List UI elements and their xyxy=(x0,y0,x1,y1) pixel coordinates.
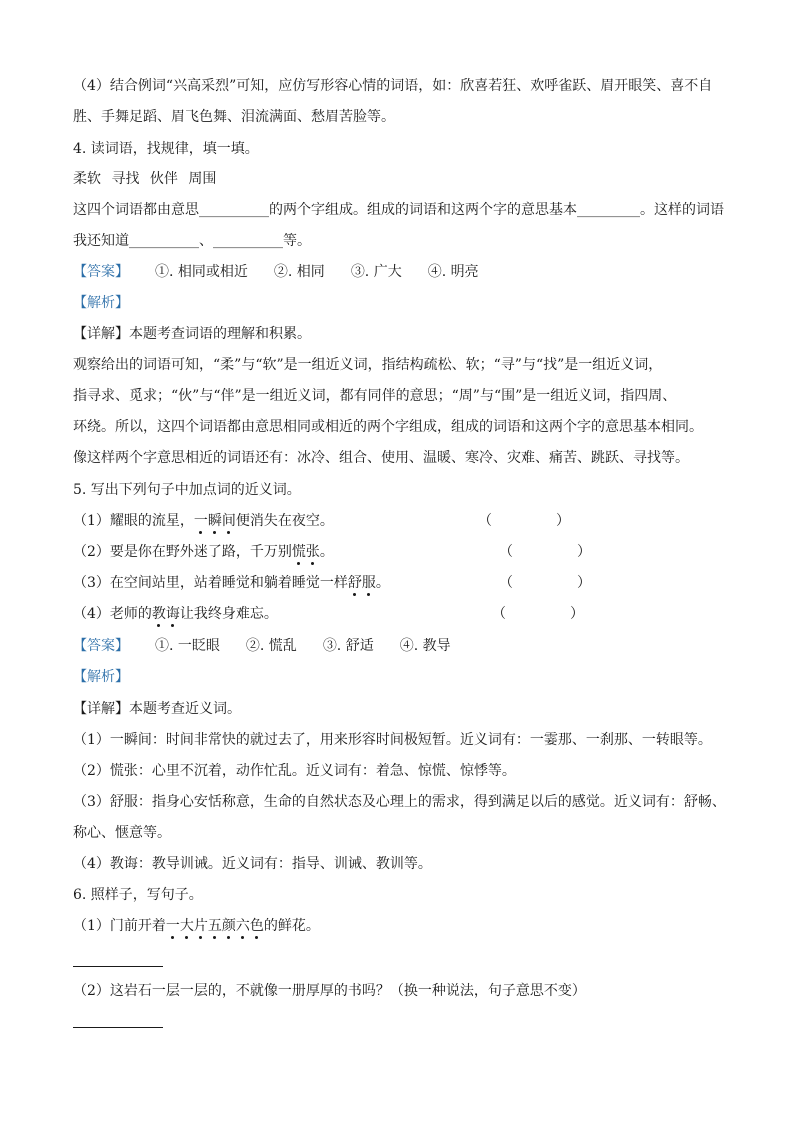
q5-answer-row xyxy=(73,637,477,655)
q5-item4-paren-open: （ xyxy=(492,606,506,622)
q5-item2-paren-close: ） xyxy=(577,544,591,560)
answer-item: ③. 舒适 xyxy=(322,638,374,654)
q3-part4-line2: 胜、手舞足蹈、眉飞色舞、泪流满面、愁眉苦脸等。 xyxy=(73,109,395,125)
q4-fill-line1: 这四个词语都由意思__________的两个字组成。组成的词语和这两个字的意思基本_________。这样的词语 xyxy=(73,202,724,218)
answer-item: ④. 明亮 xyxy=(427,264,479,280)
q5-item4 xyxy=(73,605,278,623)
q4-exp-line1: 观察给出的词语可知，“柔”与“软”是一组近义词，指结构疏松、软；“寻”与“找”是一组近义词， xyxy=(73,357,663,373)
q4-exp-line4: 像这样两个字意思相近的词语还有：冰冷、组合、使用、温暖、寒冷、灾难、痛苦、跳跃、寻找等。 xyxy=(73,450,689,466)
q5-item1-dotted: 一瞬间 xyxy=(193,513,236,529)
q6-item1-pre: （1）门前开着 xyxy=(73,918,166,934)
q5-item3-pre: （3）在空间站里，站着睡觉和躺着睡觉一样 xyxy=(73,575,348,591)
q5-item3-paren-open: （ xyxy=(499,575,513,591)
q4-exp-line3: 环绕。所以，这四个词语都由意思相同或相近的两个字组成，组成的词语和这两个字的意思基本相同。 xyxy=(73,419,703,435)
q4-title: 4. 读词语，找规律，填一填。 xyxy=(73,141,259,157)
q5-item4-post: 让我终身难忘。 xyxy=(179,606,278,622)
q5-exp-line4: 称心、惬意等。 xyxy=(73,825,171,841)
answer-item: ④. 教导 xyxy=(399,638,451,654)
q5-item1 xyxy=(73,512,334,530)
analysis-tag: 【解析】 xyxy=(73,669,129,685)
q6-item2: （2）这岩石一层一层的，不就像一册厚厚的书吗？（换一种说法，句子意思不变） xyxy=(73,983,586,999)
q5-item3-paren-close: ） xyxy=(577,575,591,591)
answer-item: ②. 慌乱 xyxy=(245,638,297,654)
q5-item1-paren-close: ） xyxy=(556,513,570,529)
q5-item4-pre: （4）老师的 xyxy=(73,606,152,622)
q3-part4-line1: （4）结合例词“兴高采烈”可知，应仿写形容心情的词语，如：欣喜若狂、欢呼雀跃、眉开眼笑、喜不自 xyxy=(73,78,713,94)
q4-exp-line2: 指寻求、觅求；“伙”与“伴”是一组近义词，都有同伴的意思；“周”与“围”是一组近义词，指四周、 xyxy=(73,388,677,404)
q5-item2-pre: （2）要是你在野外迷了路，千万别 xyxy=(73,544,292,560)
q5-item3 xyxy=(73,574,390,592)
answer-item: ②. 相同 xyxy=(273,264,325,280)
answer-item: ③. 广大 xyxy=(350,264,402,280)
q5-title: 5. 写出下列句子中加点词的近义词。 xyxy=(73,482,301,498)
q5-exp-line2: （2）慌张：心里不沉着，动作忙乱。近义词有：着急、惊慌、惊悸等。 xyxy=(73,763,516,779)
q5-item2-paren-open: （ xyxy=(499,544,513,560)
q6-item1-dotted: 一大片五颜六色 xyxy=(165,918,264,934)
q5-item3-post: 。 xyxy=(375,575,390,591)
analysis-tag: 【解析】 xyxy=(73,295,129,311)
q5-exp-line3: （3）舒服：指身心安恬称意，生命的自然状态及心理上的需求，得到满足以后的感觉。近义词有：舒畅、 xyxy=(73,794,726,810)
answer-blank-line xyxy=(73,1027,163,1028)
answer-item: ①. 相同或相近 xyxy=(155,264,248,280)
answer-item: ①. 一眨眼 xyxy=(155,638,220,654)
answer-tag: 【答案】 xyxy=(73,638,129,654)
q5-item3-dotted: 舒服 xyxy=(347,575,376,591)
q5-item4-paren-close: ） xyxy=(570,606,584,622)
q5-item1-post: 便消失在夜空。 xyxy=(235,513,334,529)
q5-exp-line1: （1）一瞬间：时间非常快的就过去了，用来形容时间极短暂。近义词有：一霎那、一刹那、一转眼等。 xyxy=(73,732,712,748)
q6-item1 xyxy=(73,917,320,935)
q6-item1-post: 的鲜花。 xyxy=(263,918,320,934)
q5-item2 xyxy=(73,543,334,561)
q5-item2-dotted: 慌张 xyxy=(291,544,320,560)
answer-tag: 【答案】 xyxy=(73,264,129,280)
q5-item1-paren-open: （ xyxy=(478,513,492,529)
q6-title: 6. 照样子，写句子。 xyxy=(73,887,203,903)
q5-detail: 【详解】本题考查近义词。 xyxy=(73,701,241,717)
answer-blank-line xyxy=(73,966,163,967)
q4-answer-row xyxy=(73,263,505,281)
q5-item4-dotted: 教诲 xyxy=(151,606,180,622)
q5-item1-pre: （1）耀眼的流星， xyxy=(73,513,194,529)
q5-item2-post: 。 xyxy=(319,544,334,560)
q4-detail: 【详解】本题考查词语的理解和积累。 xyxy=(73,326,311,342)
q4-fill-line2: 我还知道__________、__________等。 xyxy=(73,233,311,249)
q5-exp-line5: （4）教诲：教导训诫。近义词有：指导、训诫、教训等。 xyxy=(73,856,432,872)
q4-words: 柔软 寻找 伙伴 周围 xyxy=(73,171,217,187)
